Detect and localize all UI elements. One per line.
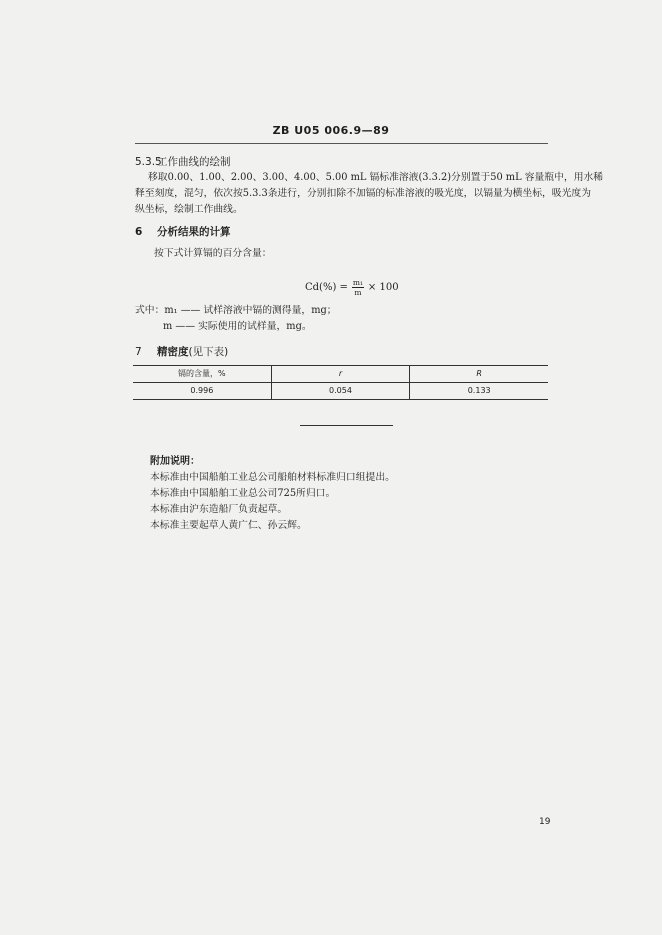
formula-fraction	[352, 278, 364, 297]
section-535-line-3: 纵坐标，绘制工作曲线。	[135, 204, 243, 215]
notes-line: 本标准主要起草人黄广仁、孙云辉。	[150, 520, 307, 531]
section-6-heading	[135, 224, 231, 239]
standard-code-header: ZB U05 006.9—89	[272, 124, 390, 137]
notes-title: 附加说明：	[150, 456, 200, 467]
section-7-title: 精密度	[157, 346, 189, 358]
section-535-number: 5.3.5	[135, 156, 162, 168]
section-6-number: 6	[135, 226, 143, 238]
where-line-2: m —— 实际使用的试样量，mg。	[163, 321, 312, 332]
table-cell: 0.133	[409, 383, 548, 399]
formula-denominator: m	[354, 288, 362, 297]
table-cell: 0.996	[190, 386, 214, 395]
table-header-row	[133, 366, 548, 383]
section-6-intro: 按下式计算镉的百分含量：	[154, 248, 272, 259]
section-535-line-2: 释至刻度，混匀，依次按5.3.3条进行，分别扣除不加镉的标准溶液的吸光度，以镉量为横坐标，吸光度为	[135, 188, 591, 199]
table-header-cell: R	[409, 366, 548, 382]
section-535-line-1: 移取0.00、1.00、2.00、3.00、4.00、5.00 mL 镉标准溶液(3.3.2)分别置于50 mL 容量瓶中，用水稀	[148, 172, 604, 183]
page-number: 19	[539, 817, 551, 827]
precision-table	[133, 365, 548, 400]
section-7-title-suffix: (见下表)	[188, 346, 229, 358]
section-535-heading	[135, 154, 231, 169]
header-rule	[135, 143, 548, 144]
formula-rhs: × 100	[367, 282, 399, 293]
table-header-cell: r	[271, 366, 410, 382]
section-6-title: 分析结果的计算	[157, 226, 231, 238]
table-row	[133, 383, 548, 399]
where-line-1: 式中：m₁ —— 试样溶液中镉的测得量，mg；	[135, 305, 337, 316]
section-7-heading	[135, 344, 228, 359]
section-535-title: 工作曲线的绘制	[157, 156, 231, 168]
separator-rule	[300, 425, 393, 426]
formula-numerator: m₁	[352, 278, 363, 287]
table-cell: 0.054	[271, 383, 410, 399]
notes-line: 本标准由中国船舶工业总公司725所归口。	[150, 488, 336, 499]
section-7-number: 7	[135, 346, 142, 358]
formula-lhs: Cd(%) =	[305, 282, 348, 293]
notes-line: 本标准由沪东造船厂负责起草。	[150, 504, 288, 515]
table-header-cell: 镉的含量，%	[178, 369, 226, 378]
cadmium-formula	[305, 278, 399, 297]
notes-line: 本标准由中国船舶工业总公司船舶材料标准归口组提出。	[150, 472, 395, 483]
